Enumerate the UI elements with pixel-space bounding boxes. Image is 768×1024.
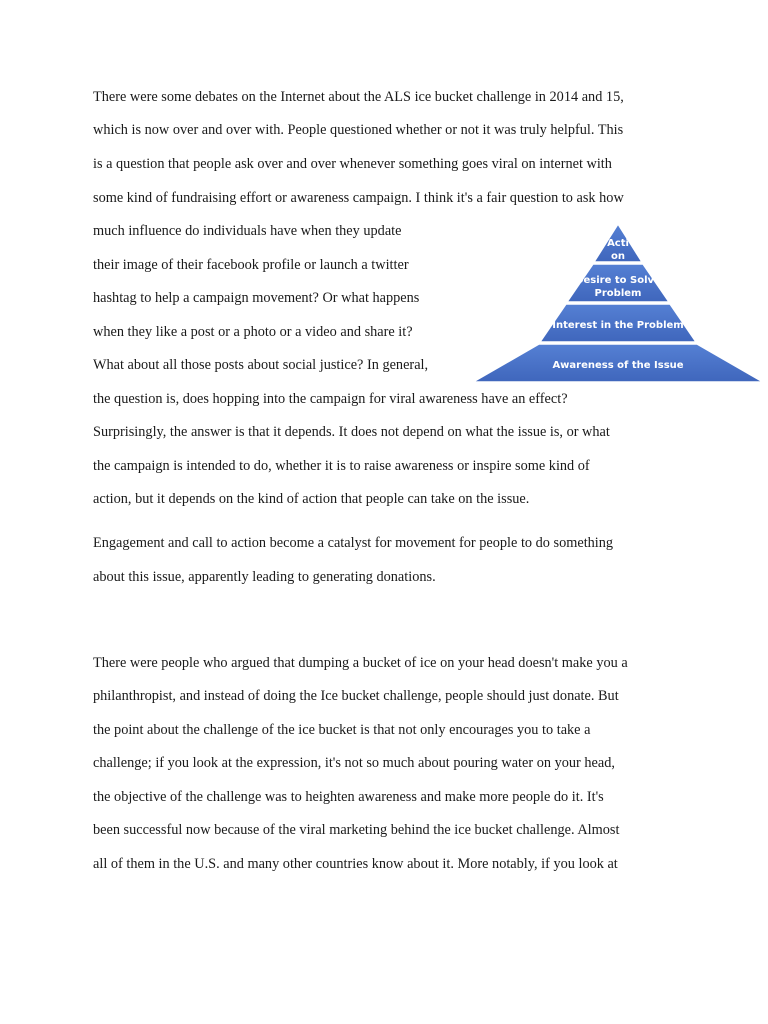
body-text-line: Surprisingly, the answer is that it depends. It does not depend on what the issue is, or what [93, 424, 610, 440]
body-text-line: is a question that people ask over and over whenever something goes viral on internet with [93, 156, 612, 172]
body-text-line: Engagement and call to action become a catalyst for movement for people to do something [93, 535, 614, 551]
awareness-pyramid-diagram [472, 222, 764, 384]
body-text-line: been successful now because of the viral marketing behind the ice bucket challenge. Almost [93, 822, 620, 838]
pyramid-label-interest: Interest in the Problem [552, 320, 684, 331]
pyramid-label-desire-1: Desire to Solve [575, 275, 661, 286]
body-text-line: What about all those posts about social justice? In general, [93, 357, 429, 373]
body-text-line: There were people who argued that dumping a bucket of ice on your head doesn't make you a [93, 655, 628, 671]
body-text-line: about this issue, apparently leading to generating donations. [93, 569, 436, 585]
body-text-line: which is now over and over with. People questioned whether or not it was truly helpful. This [93, 122, 624, 138]
pyramid-label-action-1: Acti [607, 238, 629, 249]
body-text-line: action, but it depends on the kind of action that people can take on the issue. [93, 491, 530, 507]
body-text-line: hashtag to help a campaign movement? Or what happens [93, 290, 420, 306]
body-text-line: the point about the challenge of the ice bucket is that not only encourages you to take a [93, 722, 591, 738]
body-text-line: when they like a post or a photo or a video and share it? [93, 324, 413, 340]
pyramid-label-action-2: on [611, 251, 625, 262]
body-text-line: much influence do individuals have when they update [93, 223, 402, 239]
pyramid-label-desire-2: Problem [594, 288, 642, 299]
body-text-line: There were some debates on the Internet about the ALS ice bucket challenge in 2014 and 15, [93, 89, 624, 105]
body-text-line: the objective of the challenge was to heighten awareness and make more people do it. It's [93, 789, 604, 805]
body-text-line: philanthropist, and instead of doing the Ice bucket challenge, people should just donate. But [93, 688, 619, 704]
body-text-line: challenge; if you look at the expression, it's not so much about pouring water on your head, [93, 755, 615, 771]
body-text-line: the question is, does hopping into the campaign for viral awareness have an effect? [93, 391, 568, 407]
pyramid-label-awareness: Awareness of the Issue [552, 360, 684, 371]
body-text-line: the campaign is intended to do, whether it is to raise awareness or inspire some kind of [93, 458, 590, 474]
body-text-line: some kind of fundraising effort or awareness campaign. I think it's a fair question to ask how [93, 190, 624, 206]
body-text-line: all of them in the U.S. and many other countries know about it. More notably, if you look at [93, 856, 618, 872]
body-text-line: their image of their facebook profile or launch a twitter [93, 257, 409, 273]
